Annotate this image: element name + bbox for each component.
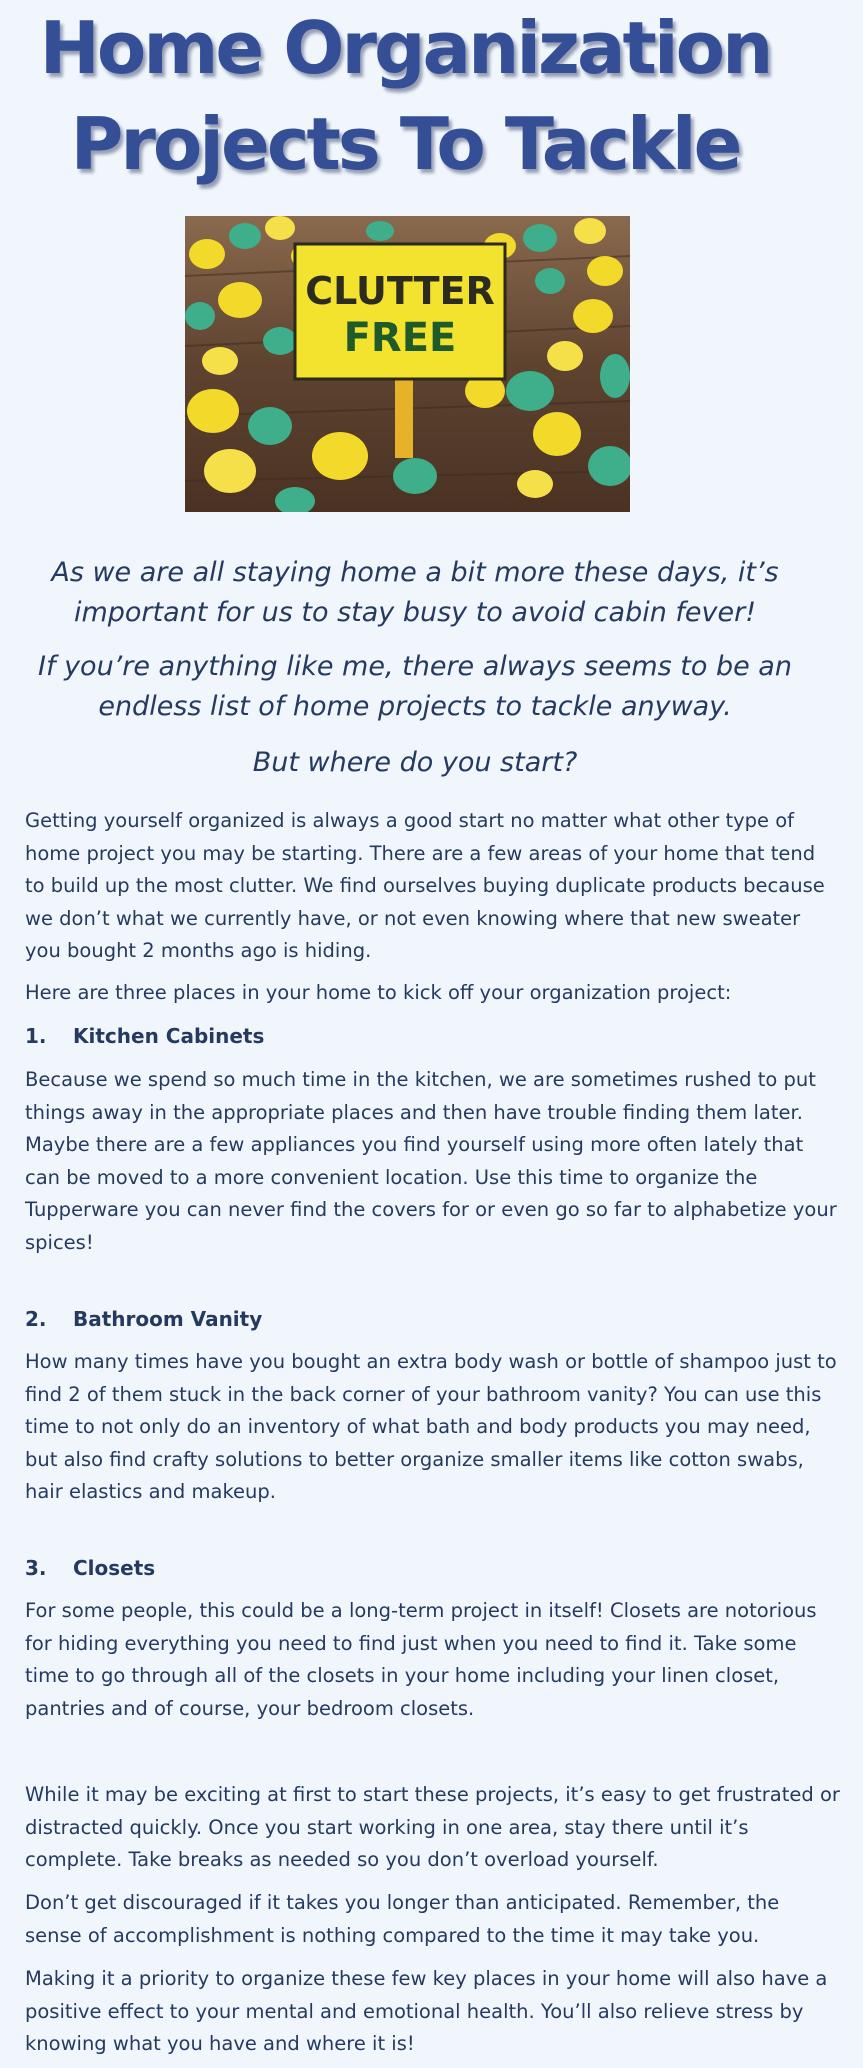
page-title-line-1: Home Organization: [39, 6, 771, 90]
intro-line-1: As we are all staying home a bit more these days, it’s: [51, 557, 779, 588]
intro-question: But where do you start?: [252, 747, 578, 778]
closing-paragraph-2: Don’t get discouraged if it takes you longer than anticipated. Remember, the sense of accomplishment is nothing compared to the time it may take you.: [25, 1891, 780, 1947]
section-number: 2.: [25, 1307, 47, 1331]
section-text-bathroom: How many times have you bought an extra body wash or bottle of shampoo just to find 2 of them stuck in the back corner of your bathroom vanity? You can use this time to not only do an inventory of what bath and body products you may need, but also find crafty solutions to better organize smaller items like cotton swabs, hair elastics and makeup.: [25, 1350, 837, 1503]
section-text-closets: For some people, this could be a long-term project in itself! Closets are notorious for hiding everything you need to find just when you need to find it. Take some time to go through all of the closets in your home including your linen closet, pantries and of course, your bedroom closets.: [25, 1599, 817, 1720]
section-text-kitchen: Because we spend so much time in the kitchen, we are sometimes rushed to put things away in the appropriate places and then have trouble finding them later. Maybe there are a few appliances you find yourself using more often lately that can be moved to a more convenient location. Use this time to organize the Tupperware you can never find the covers for or even go so far to alphabetize your spices!: [25, 1068, 837, 1254]
hero-image-clutter-free: [185, 216, 630, 512]
clutter-free-photo: [185, 216, 630, 512]
closing-paragraph-3: Making it a priority to organize these few key places in your home will also have a positive effect to your mental and emotional health. You’ll also relieve stress by knowing what you have and where it is!: [25, 1967, 828, 2055]
body-paragraph-2: Here are three places in your home to kick off your organization project:: [25, 981, 732, 1004]
intro-line-3: If you’re anything like me, there always seems to be an: [38, 651, 792, 682]
section-title: Closets: [73, 1556, 156, 1580]
section-number: 3.: [25, 1556, 47, 1580]
section-title: Kitchen Cabinets: [73, 1024, 265, 1048]
sign-text-line-1: CLUTTER: [305, 269, 495, 313]
section-heading-kitchen: [25, 1022, 264, 1050]
section-heading-bathroom: [25, 1305, 262, 1333]
body-paragraph-1: Getting yourself organized is always a good start no matter what other type of home project you may be starting. There are a few areas of your home that tend to build up the most clutter. We find ourselves buying duplicate products because we don’t what we currently have, or not even knowing where that new sweater you bought 2 months ago is hiding.: [25, 809, 825, 962]
intro-line-4: endless list of home projects to tackle anyway.: [98, 691, 732, 722]
sign-text-line-2: FREE: [343, 315, 457, 361]
section-heading-closets: [25, 1554, 155, 1582]
intro-line-2: important for us to stay busy to avoid cabin fever!: [73, 597, 757, 628]
page-title-line-2: Projects To Tackle: [70, 102, 740, 186]
section-title: Bathroom Vanity: [73, 1307, 263, 1331]
closing-paragraph-1: While it may be exciting at first to start these projects, it’s easy to get frustrated or distracted quickly. Once you start working in one area, stay there until it’s complete. Take breaks as needed so you don’t overload yourself.: [25, 1783, 840, 1871]
section-number: 1.: [25, 1024, 47, 1048]
